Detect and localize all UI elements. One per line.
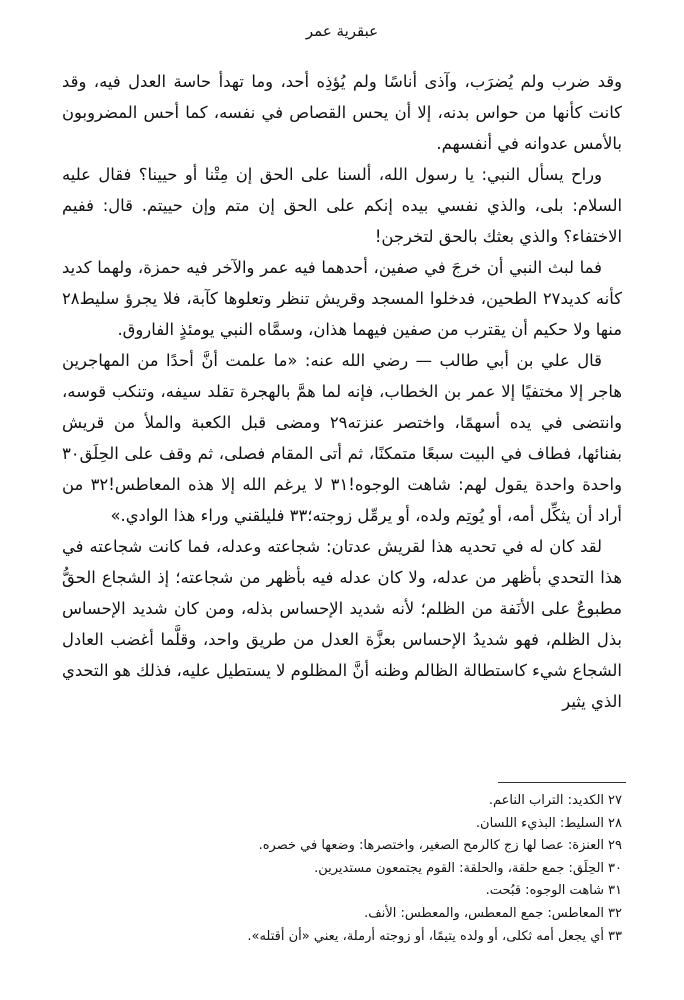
footnote-text: أي يجعل أمه ثكلى، أو ولده يتيمًا، أو زوجته أرملة، يعني «أن أقتله». xyxy=(247,928,605,944)
footnote xyxy=(62,790,622,813)
footnote xyxy=(62,813,622,836)
footnote-number: ٢٨ xyxy=(608,815,622,831)
footnote-text: المعاطس: جمع المعطس، والمعطس: الأنف. xyxy=(364,905,605,921)
paragraph: وقد ضرب ولم يُضرَب، وآذى أناسًا ولم يُؤذِه أحد، وما تهدأ حاسة العدل فيه، وقد كانت كأنها من حواس بدنه، إلا أن يحس القصاص في نفسه، كما أحس المضروبون بالأمس عدوانه في أنفسهم. xyxy=(62,72,622,153)
footnote xyxy=(62,858,622,881)
paragraph: وراح يسأل النبي: يا رسول الله، ألسنا على الحق إن مِتْنا أو حيينا؟ فقال عليه السلام: بلى، والذي نفسي بيده إنكم على الحق إن متم وإن حييتم. قال: ففيم الاختفاء؟ والذي بعثك بالحق لتخرجن! xyxy=(62,165,622,246)
paragraph: قال علي بن أبي طالب — رضي الله عنه: «ما علمت أنَّ أحدًا من المهاجرين هاجر إلا مختفيًا إلا عمر بن الخطاب، فإنه لما همَّ بالهجرة تقلد سيفه، وتنكب قوسه، وانتضى في يده أسهمًا، واختصر عنزته٢٩ ومضى قبل الكعبة والملأ من قريش بفنائها، فطاف في البيت سبعًا متمكنًا، ثم أتى المقام فصلى، ثم وقف على الحِلَق٣٠ واحدة واحدة يقول لهم: شاهت الوجوه!٣١ لا يرغم الله إلا هذه المعاطس!٣٢ من أراد أن يثكِّل أمه، أو يُوتِم ولده، أو يرمِّل زوجته؛٣٣ فليلقني وراء هذا الوادي.» xyxy=(62,351,622,525)
paragraph: فما لبث النبي أن خرجَ في صفين، أحدهما فيه عمر والآخر فيه حمزة، ولهما كديد كأنه كديد٢٧ الطحين، فدخلوا المسجد وقريش تنظر وتعلوها كآبة، فلا يجرؤ سليط٢٨ منها ولا حكيم أن يقترب من صفين فيهما هذان، وسمَّاه النبي يومئذٍ الفاروق. xyxy=(62,258,622,339)
footnote-text: شاهت الوجوه: قبُحت. xyxy=(485,883,605,899)
footnote-number: ٢٧ xyxy=(608,793,622,808)
footnote-number: ٣٣ xyxy=(608,928,622,944)
footnote xyxy=(62,835,622,858)
running-head: عبقرية عمر xyxy=(305,22,379,40)
footnote-number: ٣٠ xyxy=(608,860,622,876)
footnote-number: ٣١ xyxy=(608,883,622,899)
footnote-text: الكديد: التراب الناعم. xyxy=(488,793,605,808)
body-text xyxy=(62,66,622,717)
footnote-number: ٢٩ xyxy=(608,838,622,854)
paragraph: لقد كان له في تحديه هذا لقريش عدتان: شجاعته وعدله، فما كانت شجاعته في هذا التحدي بأظهر من عدله، ولا كان عدله فيه بأظهر من شجاعته؛ إذ الشجاع الحقُّ مطبوعٌ على الأنَفة من الظلم؛ لأنه شديد الإحساس بذله، ومن كان شديد الإحساس بذل الظلم، فهو شديدُ الإحساس بعزَّة العدل من طريق واحد، وقلَّما أغضب العادل الشجاع شيء كاستطالة الظالم وظنه أنَّ المظلوم لا يستطيل عليه، فذلك هو التحدي الذي يثير xyxy=(62,537,622,711)
footnote xyxy=(62,926,622,949)
footnote xyxy=(62,903,622,926)
footnote-text: السليط: البذيء اللسان. xyxy=(475,815,605,831)
footnote-text: الحِلَق: جمع حلقة، والحلقة: القوم يجتمعون مستديرين. xyxy=(314,860,605,876)
footnote-text: العنزة: عصا لها زج كالرمح الصغير، واختصرها: وضعها في خصره. xyxy=(258,838,605,854)
footnote-divider xyxy=(498,782,626,783)
footnotes xyxy=(62,790,622,948)
footnote-number: ٣٢ xyxy=(608,905,622,921)
footnote xyxy=(62,880,622,903)
